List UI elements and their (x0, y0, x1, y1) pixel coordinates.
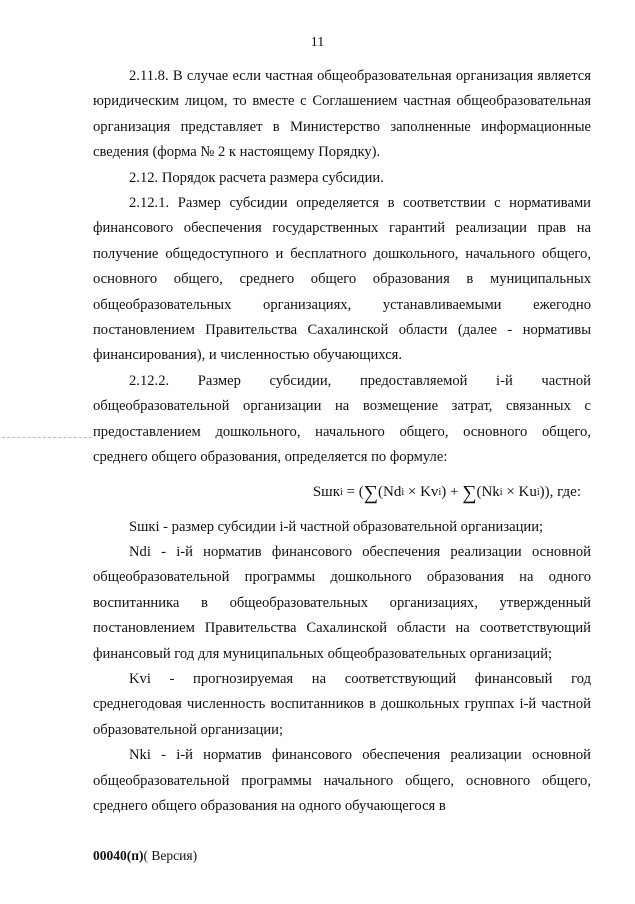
sigma-symbol: ∑ (462, 481, 477, 504)
document-code: 00040(п) (93, 848, 144, 863)
sigma-symbol: ∑ (363, 481, 379, 504)
definition-sshk: Sшкi - размер субсидии i-й частной образовательной организации; (129, 518, 544, 535)
paragraph-2-11-8: 2.11.8. В случае если частная общеобразовательная организация является юридическим лицом, то вместе с Соглашением частная общеобразовательная организация представляет в Министерство заполненные информационные сведения (форма № 2 к настоящему Порядку). (93, 68, 591, 161)
document-body (93, 64, 591, 819)
definition-kv: Kvi - прогнозируемая на соответствующий финансовый год среднегодовая численность воспитанников в дошкольных группах i-й частной образовательной организации; (93, 670, 591, 738)
paragraph-2-12-2: 2.12.2. Размер субсидии, предоставляемой i-й частной общеобразовательной организации на возмещение затрат, связанных с предоставлением дошкольного, начального общего, основного общего, среднего общего образования, определяется по формуле: (93, 372, 591, 466)
document-version: ( Версия) (143, 848, 198, 863)
page-number: 11 (310, 35, 325, 50)
footer (93, 848, 197, 864)
margin-mark (2, 437, 92, 438)
subsidy-formula: Sшк i = ( ∑ (Nd i × Kv i ) + ∑ (Nk i × Ku i )), где: (312, 481, 581, 504)
definition-nd: Ndi - i-й норматив финансового обеспечения реализации основной общеобразовательной программы дошкольного образования на одного воспитанника в общеобразовательных организациях, утвержденный постановлением Правительства Сахалинской области на соответствующий финансовый год для муниципальных общеобразовательных организаций; (93, 543, 591, 662)
paragraph-2-12: 2.12. Порядок расчета размера субсидии. (129, 169, 384, 186)
definition-nk: Nki - i-й норматив финансового обеспечения реализации основной общеобразовательной программы начального общего, основного общего, среднего общего образования на одного обучающегося в (93, 747, 591, 814)
formula-lhs: Sшк (312, 483, 341, 500)
paragraph-2-12-1: 2.12.1. Размер субсидии определяется в соответствии с нормативами финансового обеспечения государственных гарантий реализации прав на получение общедоступного и бесплатного дошкольного, начального общего, основного общего, среднего общего образования в муниципальных общеобразовательных организациях, устанавливаемыми ежегодно постановлением Правительства Сахалинской области (далее - нормативы финансирования), и численностью обучающихся. (93, 195, 591, 364)
